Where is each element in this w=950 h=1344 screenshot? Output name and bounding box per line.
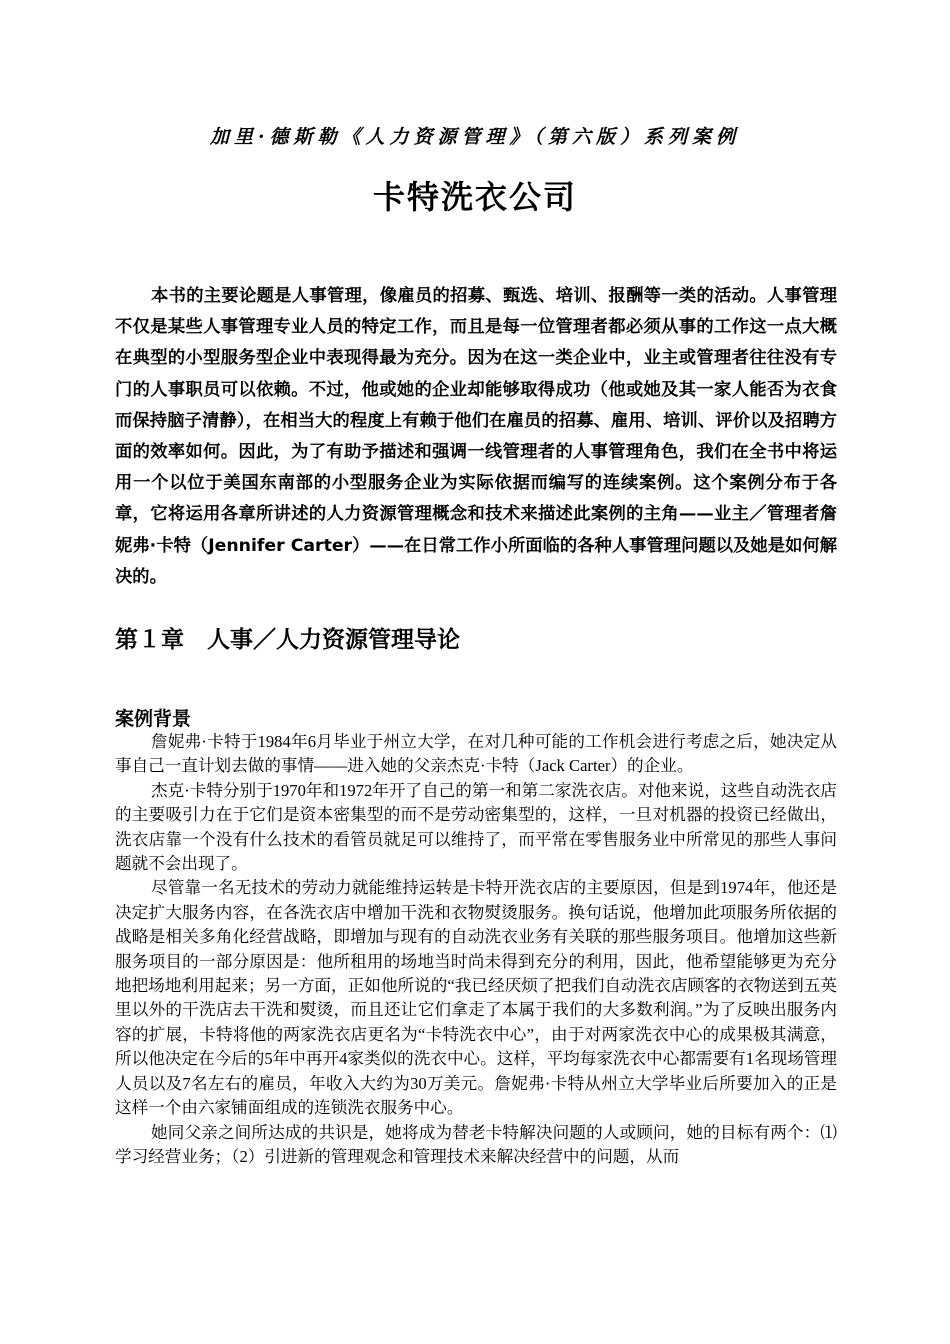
section-heading: 案例背景 <box>115 708 192 730</box>
body-paragraph: 杰克·卡特分别于1970年和1972年开了自己的第一和第二家洗衣店。对他来说，这些自动洗衣店的主要吸引力在于它们是资本密集型的而不是劳动密集型的，这样，一旦对机器的投资已经做出，洗衣店靠一个没有什么技术的看管员就足可以维持了，而平常在零售服务业中所常见的那些人事问题就不会出现了。 <box>115 780 837 874</box>
body-paragraph: 尽管靠一名无技术的劳动力就能维持运转是卡特开洗衣店的主要原因，但是到1974年，他还是决定扩大服务内容，在各洗衣店中增加干洗和衣物熨烫服务。换句话说，他增加此项服务所依据的战略是相关多角化经营战略，即增加与现有的自动洗衣业务有关联的那些服务项目。他增加这些新服务项目的一部分原因是：他所租用的场地当时尚未得到充分的利用，因此，他希望能够更为充分地把场地利用起来；另一方面，正如他所说的“我已经厌烦了把我们自动洗衣店顾客的衣物送到五英里以外的干洗店去干洗和熨烫，而且还让它们拿走了本属于我们的大多数利润。”为了反映出服务内容的扩展，卡特将他的两家洗衣店更名为“卡特洗衣中心”，由于对两家洗衣中心的成果极其满意，所以他决定在今后的5年中再开4家类似的洗衣中心。这样，平均每家洗衣中心都需要有1名现场管理人员以及7名左右的雇员，年收入大约为30万美元。詹妮弗·卡特从州立大学毕业后所要加入的正是这样一个由六家铺面组成的连锁洗衣服务中心。 <box>115 878 837 1118</box>
body-paragraph: 她同父亲之间所达成的共识是，她将成为替老卡特解决问题的人或顾问，她的目标有两个：⑴学习经营业务；（2）引进新的管理观念和管理技术来解决经营中的问题，从而 <box>115 1122 837 1166</box>
page-title: 卡特洗衣公司 <box>372 178 577 216</box>
body-paragraph: 詹妮弗·卡特于1984年6月毕业于州立大学，在对几种可能的工作机会进行考虑之后，她决定从事自己一直计划去做的事情——进入她的父亲杰克·卡特（Jack Carter）的企业。 <box>115 732 837 776</box>
chapter-heading: 第１章 人事／人力资源管理导论 <box>115 627 460 653</box>
intro-paragraph: 本书的主要论题是人事管理，像雇员的招募、甄选、培训、报酬等一类的活动。人事管理不仅是某些人事管理专业人员的特定工作，而且是每一位管理者都必须从事的工作这一点大概在典型的小型服务型企业中表现得最为充分。因为在这一类企业中，业主或管理者往往没有专门的人事职员可以依赖。不过，他或她的企业却能够取得成功（他或她及其一家人能否为衣食而保持脑子清静），在相当大的程度上有赖于他们在雇员的招募、雇用、培训、评价以及招聘方面的效率如何。因此，为了有助予描述和强调一线管理者的人事管理角色，我们在全书中将运用一个以位于美国东南部的小型服务企业为实际依据而编写的连续案例。这个案例分布于各章，它将运用各章所讲述的人力资源管理概念和技术来描述此案例的主角——业主／管理者詹妮弗·卡特（Jennifer Carter）——在日常工作小所面临的各种人事管理问题以及她是如何解决的。 <box>115 286 837 587</box>
series-header: 加里·德斯勒《人力资源管理》（第六版）系列案例 <box>209 126 741 148</box>
case-body <box>115 730 837 1169</box>
